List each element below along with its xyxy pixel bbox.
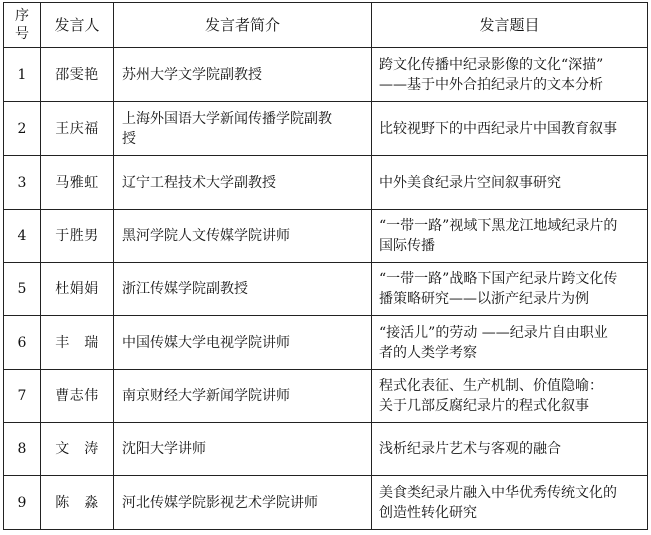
table-row (4, 102, 648, 156)
table-row (4, 423, 648, 476)
cell-bio (114, 48, 372, 102)
cell-topic (372, 156, 648, 210)
cell-number: 2 (4, 102, 41, 156)
cell-topic (372, 210, 648, 263)
cell-topic (372, 48, 648, 102)
table-row (4, 48, 648, 102)
topic-line: 国际传播 (379, 238, 435, 254)
cell-bio (114, 210, 372, 263)
speaker-table (3, 2, 648, 530)
cell-speaker: 王庆福 (41, 102, 114, 156)
topic-line: 播策略研究——以浙产纪录片为例 (379, 291, 589, 307)
cell-topic (372, 370, 648, 423)
header-number (4, 3, 41, 48)
table-row (4, 263, 648, 316)
topic-line: “一带一路”战略下国产纪录片跨文化传 (379, 271, 618, 287)
cell-number: 1 (4, 48, 41, 102)
cell-topic (372, 423, 648, 476)
table-row (4, 156, 648, 210)
cell-number: 6 (4, 316, 41, 370)
table-row (4, 210, 648, 263)
cell-bio (114, 316, 372, 370)
cell-bio (114, 370, 372, 423)
table-row (4, 370, 648, 423)
bio-line: 授 (122, 130, 136, 147)
cell-speaker: 于胜男 (41, 210, 114, 263)
bio-line: 浙江传媒学院副教授 (122, 281, 248, 297)
header-topic: 发言题目 (372, 3, 648, 48)
topic-line: 关于几部反腐纪录片的程式化叙事 (379, 398, 589, 414)
cell-speaker: 马雅虹 (41, 156, 114, 210)
bio-line: 黑河学院人文传媒学院讲师 (122, 228, 290, 244)
header-speaker: 发言人 (41, 3, 114, 48)
cell-topic (372, 102, 648, 156)
bio-line: 南京财经大学新闻学院讲师 (122, 388, 290, 404)
cell-number: 3 (4, 156, 41, 210)
cell-speaker: 曹志伟 (41, 370, 114, 423)
bio-line: 辽宁工程技术大学副教授 (122, 174, 276, 191)
header-number-line-1: 序 (15, 8, 29, 24)
topic-line: 创造性转化研究 (379, 504, 477, 521)
cell-speaker: 丰 瑞 (41, 316, 114, 370)
cell-bio (114, 423, 372, 476)
cell-topic (372, 316, 648, 370)
bio-line: 上海外国语大学新闻传播学院副教 (122, 110, 332, 127)
cell-number: 5 (4, 263, 41, 316)
cell-topic (372, 263, 648, 316)
topic-line: “一带一路”视域下黑龙江地域纪录片的 (379, 218, 618, 234)
topic-line: 美食类纪录片融入中华优秀传统文化的 (379, 484, 617, 501)
bio-line: 沈阳大学讲师 (122, 441, 206, 457)
topic-line: “接活儿”的劳动 ——纪录片自由职业 (379, 324, 608, 341)
table-row (4, 316, 648, 370)
cell-number: 7 (4, 370, 41, 423)
topic-line: 中外美食纪录片空间叙事研究 (379, 174, 561, 191)
cell-number: 8 (4, 423, 41, 476)
cell-bio (114, 156, 372, 210)
cell-topic (372, 476, 648, 530)
topic-line: 浅析纪录片艺术与客观的融合 (379, 441, 561, 457)
topic-line: 比较视野下的中西纪录片中国教育叙事 (379, 120, 617, 137)
cell-number: 4 (4, 210, 41, 263)
topic-line: 跨文化传播中纪录影像的文化“深描” (379, 56, 604, 73)
cell-bio (114, 102, 372, 156)
cell-bio (114, 476, 372, 530)
table-row (4, 476, 648, 530)
cell-number: 9 (4, 476, 41, 530)
cell-speaker: 邵雯艳 (41, 48, 114, 102)
cell-speaker: 陈 淼 (41, 476, 114, 530)
bio-line: 中国传媒大学电视学院讲师 (122, 334, 290, 351)
header-number-line-2: 号 (15, 26, 29, 42)
topic-line: 程式化表征、生产机制、价值隐喻： (379, 378, 603, 394)
header-bio: 发言者简介 (114, 3, 372, 48)
speaker-table-container (3, 2, 648, 530)
bio-line: 苏州大学文学院副教授 (122, 66, 262, 83)
bio-line: 河北传媒学院影视艺术学院讲师 (122, 494, 318, 511)
table-header-row (4, 3, 648, 48)
cell-bio (114, 263, 372, 316)
cell-speaker: 文 涛 (41, 423, 114, 476)
topic-line: 者的人类学考察 (379, 344, 477, 361)
topic-line: ——基于中外合拍纪录片的文本分析 (379, 76, 603, 93)
cell-speaker: 杜娟娟 (41, 263, 114, 316)
